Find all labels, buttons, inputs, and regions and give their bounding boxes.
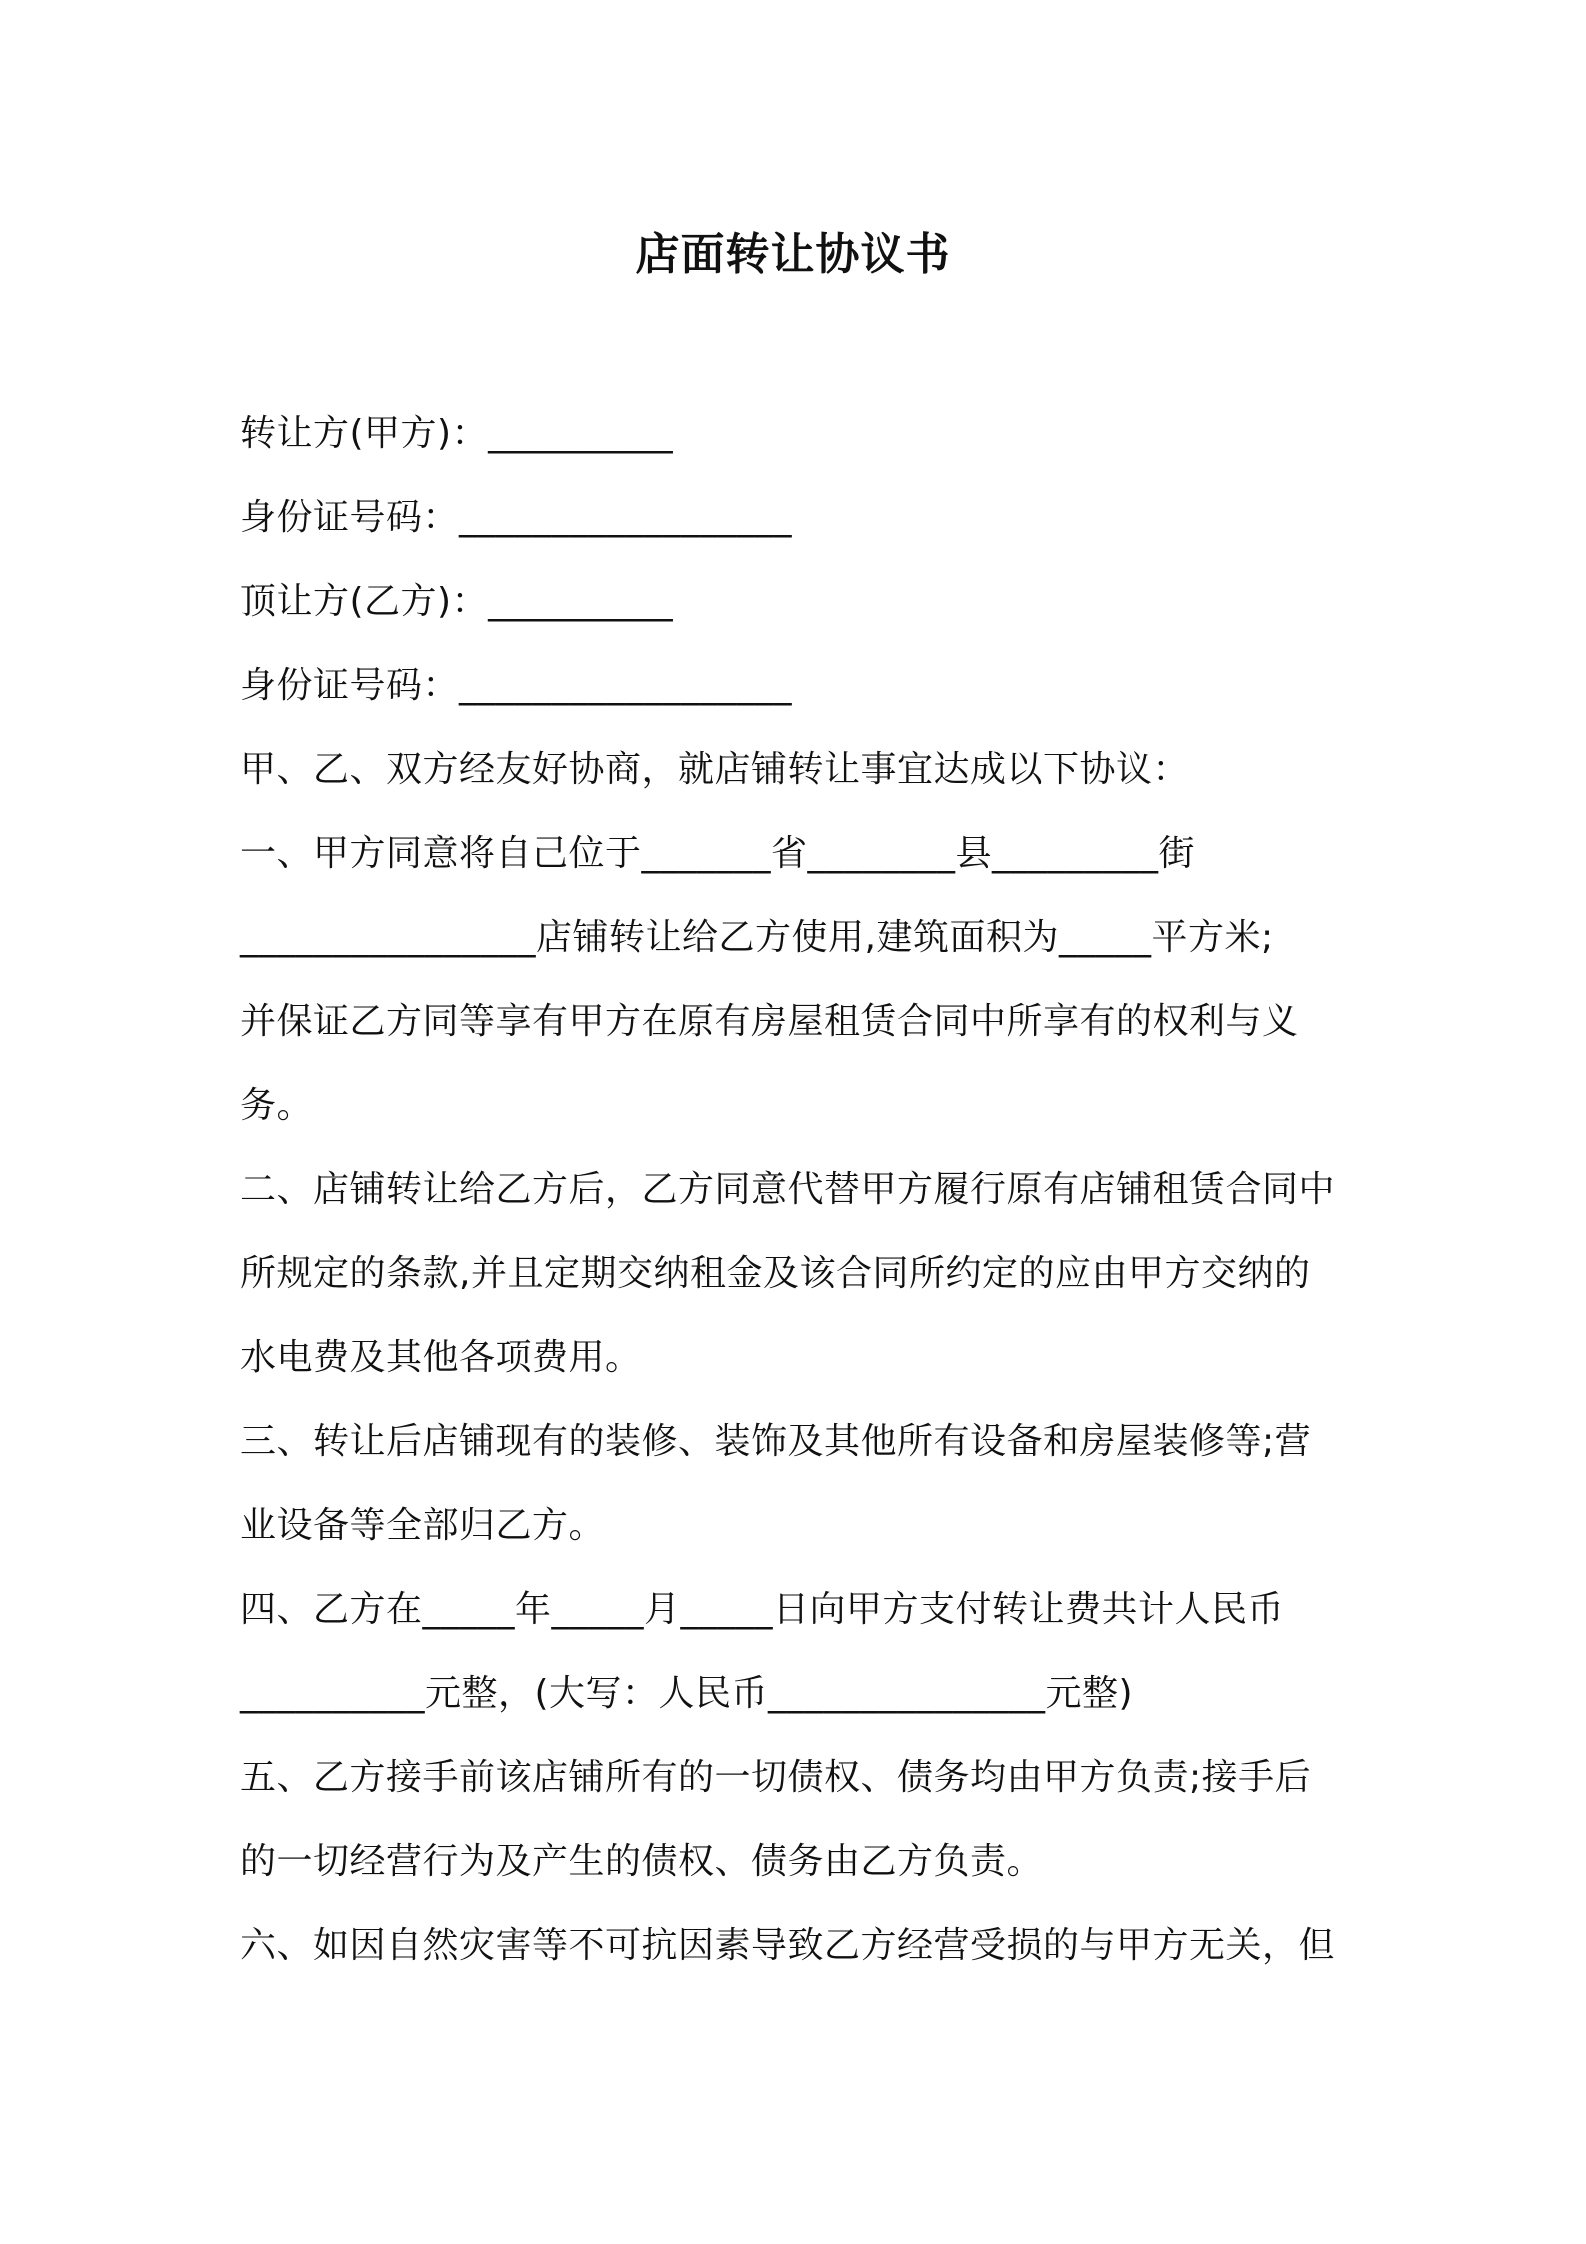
clause-5-line-1: 五、乙方接手前该店铺所有的一切债权、债务均由甲方负责;接手后	[240, 1757, 1312, 1798]
clause-3-line-2: 业设备等全部归乙方。	[240, 1505, 606, 1546]
clause-3-line-1: 三、转让后店铺现有的装修、装饰及其他所有设备和房屋装修等;营	[240, 1421, 1312, 1462]
clause-4-line-2: __________元整，(大写：人民币_______________元整)	[240, 1673, 1134, 1714]
clause-5-line-2: 的一切经营行为及产生的债权、债务由乙方负责。	[240, 1841, 1044, 1882]
document-title: 店面转让协议书	[635, 229, 951, 280]
clause-6-line-1: 六、如因自然灾害等不可抗因素导致乙方经营受损的与甲方无关，但	[240, 1925, 1336, 1966]
transferor-line: 转让方(甲方)：__________	[240, 413, 674, 454]
clause-2-line-2: 所规定的条款,并且定期交纳租金及该合同所约定的应由甲方交纳的	[240, 1253, 1311, 1294]
clause-1-line-4: 务。	[240, 1085, 314, 1126]
clause-1-line-3: 并保证乙方同等享有甲方在原有房屋租赁合同中所享有的权利与义	[240, 1001, 1299, 1042]
clause-4-line-1: 四、乙方在_____年_____月_____日向甲方支付转让费共计人民币	[240, 1589, 1285, 1630]
transferee-line: 顶让方(乙方)：__________	[240, 581, 674, 622]
transferor-id-line: 身份证号码：__________________	[240, 497, 793, 538]
transferee-id-line: 身份证号码：__________________	[240, 665, 793, 706]
clause-2-line-1: 二、店铺转让给乙方后，乙方同意代替甲方履行原有店铺租赁合同中	[240, 1169, 1336, 1210]
clause-1-line-2: ________________店铺转让给乙方使用,建筑面积为_____平方米;	[240, 917, 1274, 958]
clause-2-line-3: 水电费及其他各项费用。	[240, 1337, 642, 1378]
preamble-line: 甲、乙、双方经友好协商，就店铺转让事宜达成以下协议：	[240, 749, 1190, 790]
clause-1-line-1: 一、甲方同意将自己位于_______省________县_________街	[240, 833, 1196, 874]
